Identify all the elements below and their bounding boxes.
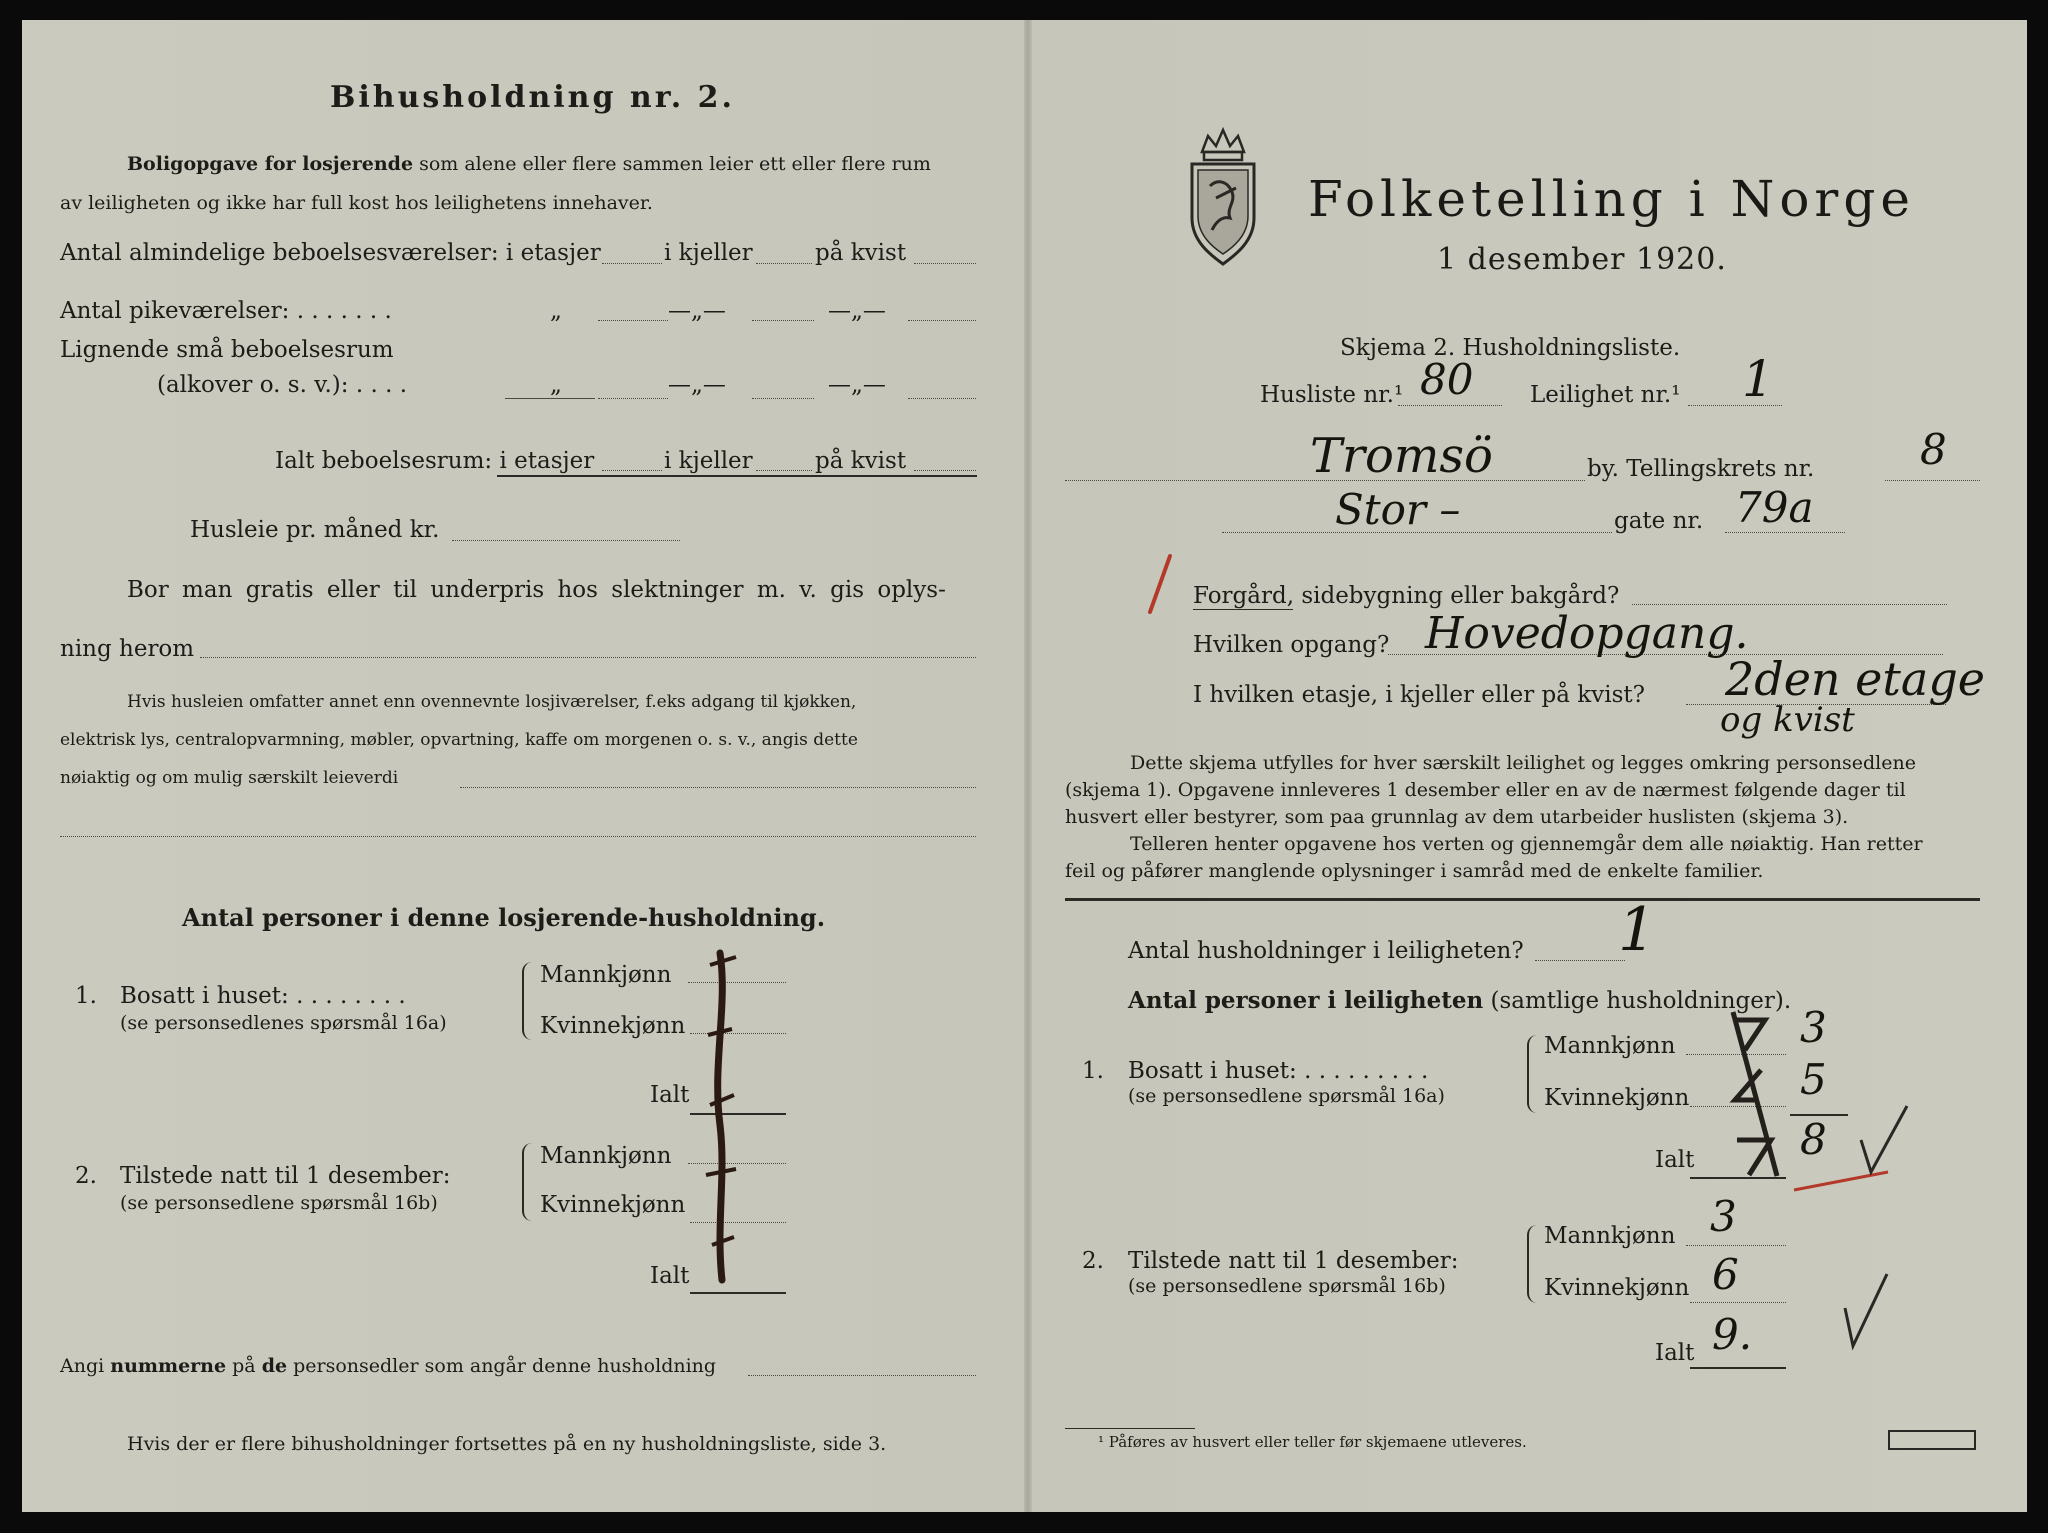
lignende-kvist-field[interactable] <box>908 398 976 399</box>
note-line-1: Hvis husleien omfatter annet enn ovennevnte losjiværelser, f.eks adgang til kjøkken, <box>127 692 857 712</box>
schema-label: Skjema 2. Husholdningsliste. <box>1340 335 1681 361</box>
right-q1-kvinne-label: Kvinnekjønn <box>1544 1085 1690 1111</box>
right-q2-label: Tilstede natt til 1 desember: <box>1128 1248 1459 1274</box>
right-q1-ialt-label: Ialt <box>1655 1147 1695 1173</box>
intro-rest: som alene eller flere sammen leier ett eller flere rum <box>419 153 931 175</box>
right-q1-mann-value: 3 <box>1800 1003 1827 1052</box>
left-q1-ialt-label: Ialt <box>650 1082 690 1108</box>
left-q1-brace <box>522 962 534 1040</box>
leilighet-value: 1 <box>1742 350 1774 408</box>
note-line-2: elektrisk lys, centralopvarmning, møbler, opvartning, kaffe om morgenen o. s. v., angis dette <box>60 730 858 750</box>
husliste-value: 80 <box>1420 355 1474 404</box>
ialt-rooms-label: Ialt beboelsesrum: i etasjer <box>275 448 595 474</box>
rooms-kjeller-field[interactable] <box>756 263 812 264</box>
right-q2-kvinne-value: 6 <box>1712 1250 1739 1299</box>
right-q1-sub: (se personsedlene spørsmål 16a) <box>1128 1085 1445 1107</box>
right-q2-ialt-value: 9. <box>1712 1310 1753 1359</box>
right-q2-ialt-label: Ialt <box>1655 1340 1695 1366</box>
hush-field[interactable] <box>1535 960 1625 961</box>
left-strike-mark <box>690 945 760 1290</box>
left-title: Bihusholdning nr. 2. <box>330 80 735 115</box>
right-q2-kvinne-label: Kvinnekjønn <box>1544 1275 1690 1301</box>
opgang-value: Hovedopgang. <box>1425 608 1749 659</box>
right-q1-label: Bosatt i huset: . . . . . . . . . <box>1128 1058 1429 1084</box>
left-q1-kvinne-label: Kvinnekjønn <box>540 1013 686 1039</box>
lignende-ditto-3: —„— <box>828 372 886 398</box>
right-q2-mann-field[interactable] <box>1686 1245 1786 1246</box>
ialt-kvist-field[interactable] <box>914 470 976 471</box>
hush-value: 1 <box>1618 895 1657 965</box>
angi-mid: på <box>232 1355 256 1377</box>
right-date: 1 desember 1920. <box>1437 242 1727 277</box>
left-q1-label: Bosatt i huset: . . . . . . . . <box>120 983 406 1009</box>
left-persons-heading: Antal personer i denne losjerende-husholdning. <box>182 903 826 932</box>
leilighet-label: Leilighet nr.¹ <box>1530 382 1681 408</box>
check-mark-1 <box>1855 1100 1915 1180</box>
angi-bold2: de <box>261 1355 288 1377</box>
left-q2-num: 2. <box>75 1163 97 1189</box>
center-fold <box>1024 20 1032 1512</box>
rooms-kvist-field[interactable] <box>914 263 976 264</box>
pike-label: Antal pikeværelser: . . . . . . . <box>60 298 392 324</box>
rent-label: Husleie pr. måned kr. <box>190 517 440 543</box>
lignende-etasjer-field[interactable] <box>598 398 668 399</box>
opgang-label: Hvilken opgang? <box>1193 632 1390 658</box>
norway-coat-of-arms-icon <box>1182 122 1264 272</box>
left-q2-kvinne-label: Kvinnekjønn <box>540 1192 686 1218</box>
krets-value: 8 <box>1920 425 1947 474</box>
right-q1-ialt-value: 8 <box>1800 1115 1827 1164</box>
pike-kjeller-field[interactable] <box>752 320 814 321</box>
info-line-2: (skjema 1). Opgavene innleveres 1 desember eller en av de nærmest følgende dager til <box>1065 779 1906 801</box>
note-field-2[interactable] <box>60 836 976 837</box>
by-label: by. Tellingskrets nr. <box>1587 456 1815 482</box>
footnote-rule <box>1065 1428 1195 1429</box>
lignende-ditto-2: —„— <box>668 372 726 398</box>
rent-field[interactable] <box>452 540 680 541</box>
left-q1-sub: (se personsedlenes spørsmål 16a) <box>120 1012 447 1034</box>
pike-ditto-1: „ <box>550 298 562 324</box>
hush-label: Antal husholdninger i leiligheten? <box>1128 938 1524 964</box>
right-q2-brace <box>1527 1225 1539 1303</box>
note-line-3: nøiaktig og om mulig særskilt leieverdi <box>60 768 399 788</box>
right-q1-kvinne-value: 5 <box>1800 1055 1827 1104</box>
krets-field[interactable] <box>1885 480 1980 481</box>
right-persons-rest: (samtlige husholdninger). <box>1490 988 1792 1014</box>
lignende-kjeller-field[interactable] <box>752 398 814 399</box>
right-q1-mann-label: Mannkjønn <box>1544 1033 1676 1059</box>
etasje-value-2: og kvist <box>1720 700 1855 740</box>
husliste-field[interactable] <box>1398 405 1502 406</box>
info-line-4: Telleren henter opgavene hos verten og gjennemgår dem alle nøiaktig. Han retter <box>1130 833 1923 855</box>
right-q2-mann-label: Mannkjønn <box>1544 1223 1676 1249</box>
husliste-label: Husliste nr.¹ <box>1260 382 1404 408</box>
city-value: Tromsö <box>1310 428 1493 484</box>
pike-ditto-2: —„— <box>668 298 726 324</box>
street-value: Stor – <box>1335 485 1461 534</box>
right-persons-line <box>1128 987 1791 1014</box>
lignende-ditto-1: „ <box>550 372 562 398</box>
right-q1-brace <box>1527 1035 1539 1113</box>
intro-line-1 <box>127 153 931 175</box>
lignende-label-1: Lignende små beboelsesrum <box>60 337 394 363</box>
rooms-etasjer-field[interactable] <box>602 263 662 264</box>
left-q2-ialt-field[interactable] <box>690 1292 786 1294</box>
angi-pre: Angi <box>60 1355 105 1377</box>
rooms-label: Antal almindelige beboelsesværelser: i etasjer <box>60 240 601 266</box>
pike-kvist-field[interactable] <box>908 320 976 321</box>
left-q2-brace <box>522 1143 534 1221</box>
intro-line-2: av leiligheten og ikke har full kost hos leilighetens innehaver. <box>60 192 653 214</box>
ialt-kvist-label: på kvist <box>815 448 907 474</box>
pike-ditto-3: —„— <box>828 298 886 324</box>
forgard-label: Forgård, sidebygning eller bakgård? <box>1193 583 1620 609</box>
printer-stamp <box>1888 1430 1976 1450</box>
right-persons-bold: Antal personer i leiligheten <box>1128 987 1484 1014</box>
ialt-rooms-rule <box>497 475 977 477</box>
ialt-etasjer-field[interactable] <box>602 470 662 471</box>
etasje-value-1: 2den etage <box>1725 652 1985 706</box>
crossed-out-values-mark <box>1715 1000 1795 1185</box>
right-q2-mann-value: 3 <box>1710 1192 1737 1241</box>
gate-label: gate nr. <box>1614 508 1704 534</box>
gate-value: 79a <box>1735 483 1814 532</box>
ialt-kjeller-label: i kjeller <box>664 448 753 474</box>
lignende-label-2: (alkover o. s. v.): . . . . <box>157 372 408 398</box>
info-divider <box>1065 898 1980 901</box>
rooms-kjeller-label: i kjeller <box>664 240 753 266</box>
left-q2-sub: (se personsedlene spørsmål 16b) <box>120 1192 438 1214</box>
left-q2-ialt-label: Ialt <box>650 1263 690 1289</box>
right-q2-num: 2. <box>1082 1248 1104 1274</box>
intro-bold: Boligopgave for losjerende <box>127 153 414 175</box>
rooms-kvist-label: på kvist <box>815 240 907 266</box>
info-line-3: husvert eller bestyrer, som paa grunnlag av dem utarbeider huslisten (skjema 3). <box>1065 806 1849 828</box>
angi-line <box>60 1355 716 1377</box>
note-field[interactable] <box>460 787 976 788</box>
angi-bold: nummerne <box>110 1355 227 1377</box>
left-q2-label: Tilstede natt til 1 desember: <box>120 1163 451 1189</box>
angi-field[interactable] <box>748 1375 976 1376</box>
angi-rest: personsedler som angår denne husholdning <box>293 1355 717 1377</box>
right-title: Folketelling i Norge <box>1308 170 1915 228</box>
etasje-label: I hvilken etasje, i kjeller eller på kvist? <box>1193 682 1645 708</box>
lignende-underline <box>505 398 595 399</box>
right-q2-ialt-field[interactable] <box>1690 1367 1786 1369</box>
left-q2-mann-label: Mannkjønn <box>540 1143 672 1169</box>
gate-field[interactable] <box>1725 532 1845 533</box>
check-mark-2 <box>1835 1268 1895 1358</box>
info-line-5: feil og påfører manglende oplysninger i samråd med de enkelte familier. <box>1065 860 1764 882</box>
footnote: ¹ Påføres av husvert eller teller før skjemaene utleveres. <box>1098 1433 1527 1451</box>
gratis-line-2: ning herom <box>60 636 195 662</box>
gratis-line-1: Bor man gratis eller til underpris hos slektninger m. v. gis oplys- <box>127 577 946 603</box>
left-footer: Hvis der er flere bihusholdninger fortsettes på en ny husholdningsliste, side 3. <box>127 1433 887 1455</box>
ialt-kjeller-field[interactable] <box>756 470 812 471</box>
info-line-1: Dette skjema utfylles for hver særskilt leilighet og legges omkring personsedlene <box>1130 752 1916 774</box>
forgard-underline <box>1193 609 1293 610</box>
red-check-mark <box>1140 550 1180 620</box>
forgard-field[interactable] <box>1632 604 1947 605</box>
gratis-field[interactable] <box>200 657 976 658</box>
left-q1-mann-label: Mannkjønn <box>540 962 672 988</box>
right-q2-sub: (se personsedlene spørsmål 16b) <box>1128 1275 1446 1297</box>
pike-etasjer-field[interactable] <box>598 320 668 321</box>
right-q1-num: 1. <box>1082 1058 1104 1084</box>
left-q1-num: 1. <box>75 983 97 1009</box>
right-q2-kvinne-field[interactable] <box>1690 1302 1786 1303</box>
